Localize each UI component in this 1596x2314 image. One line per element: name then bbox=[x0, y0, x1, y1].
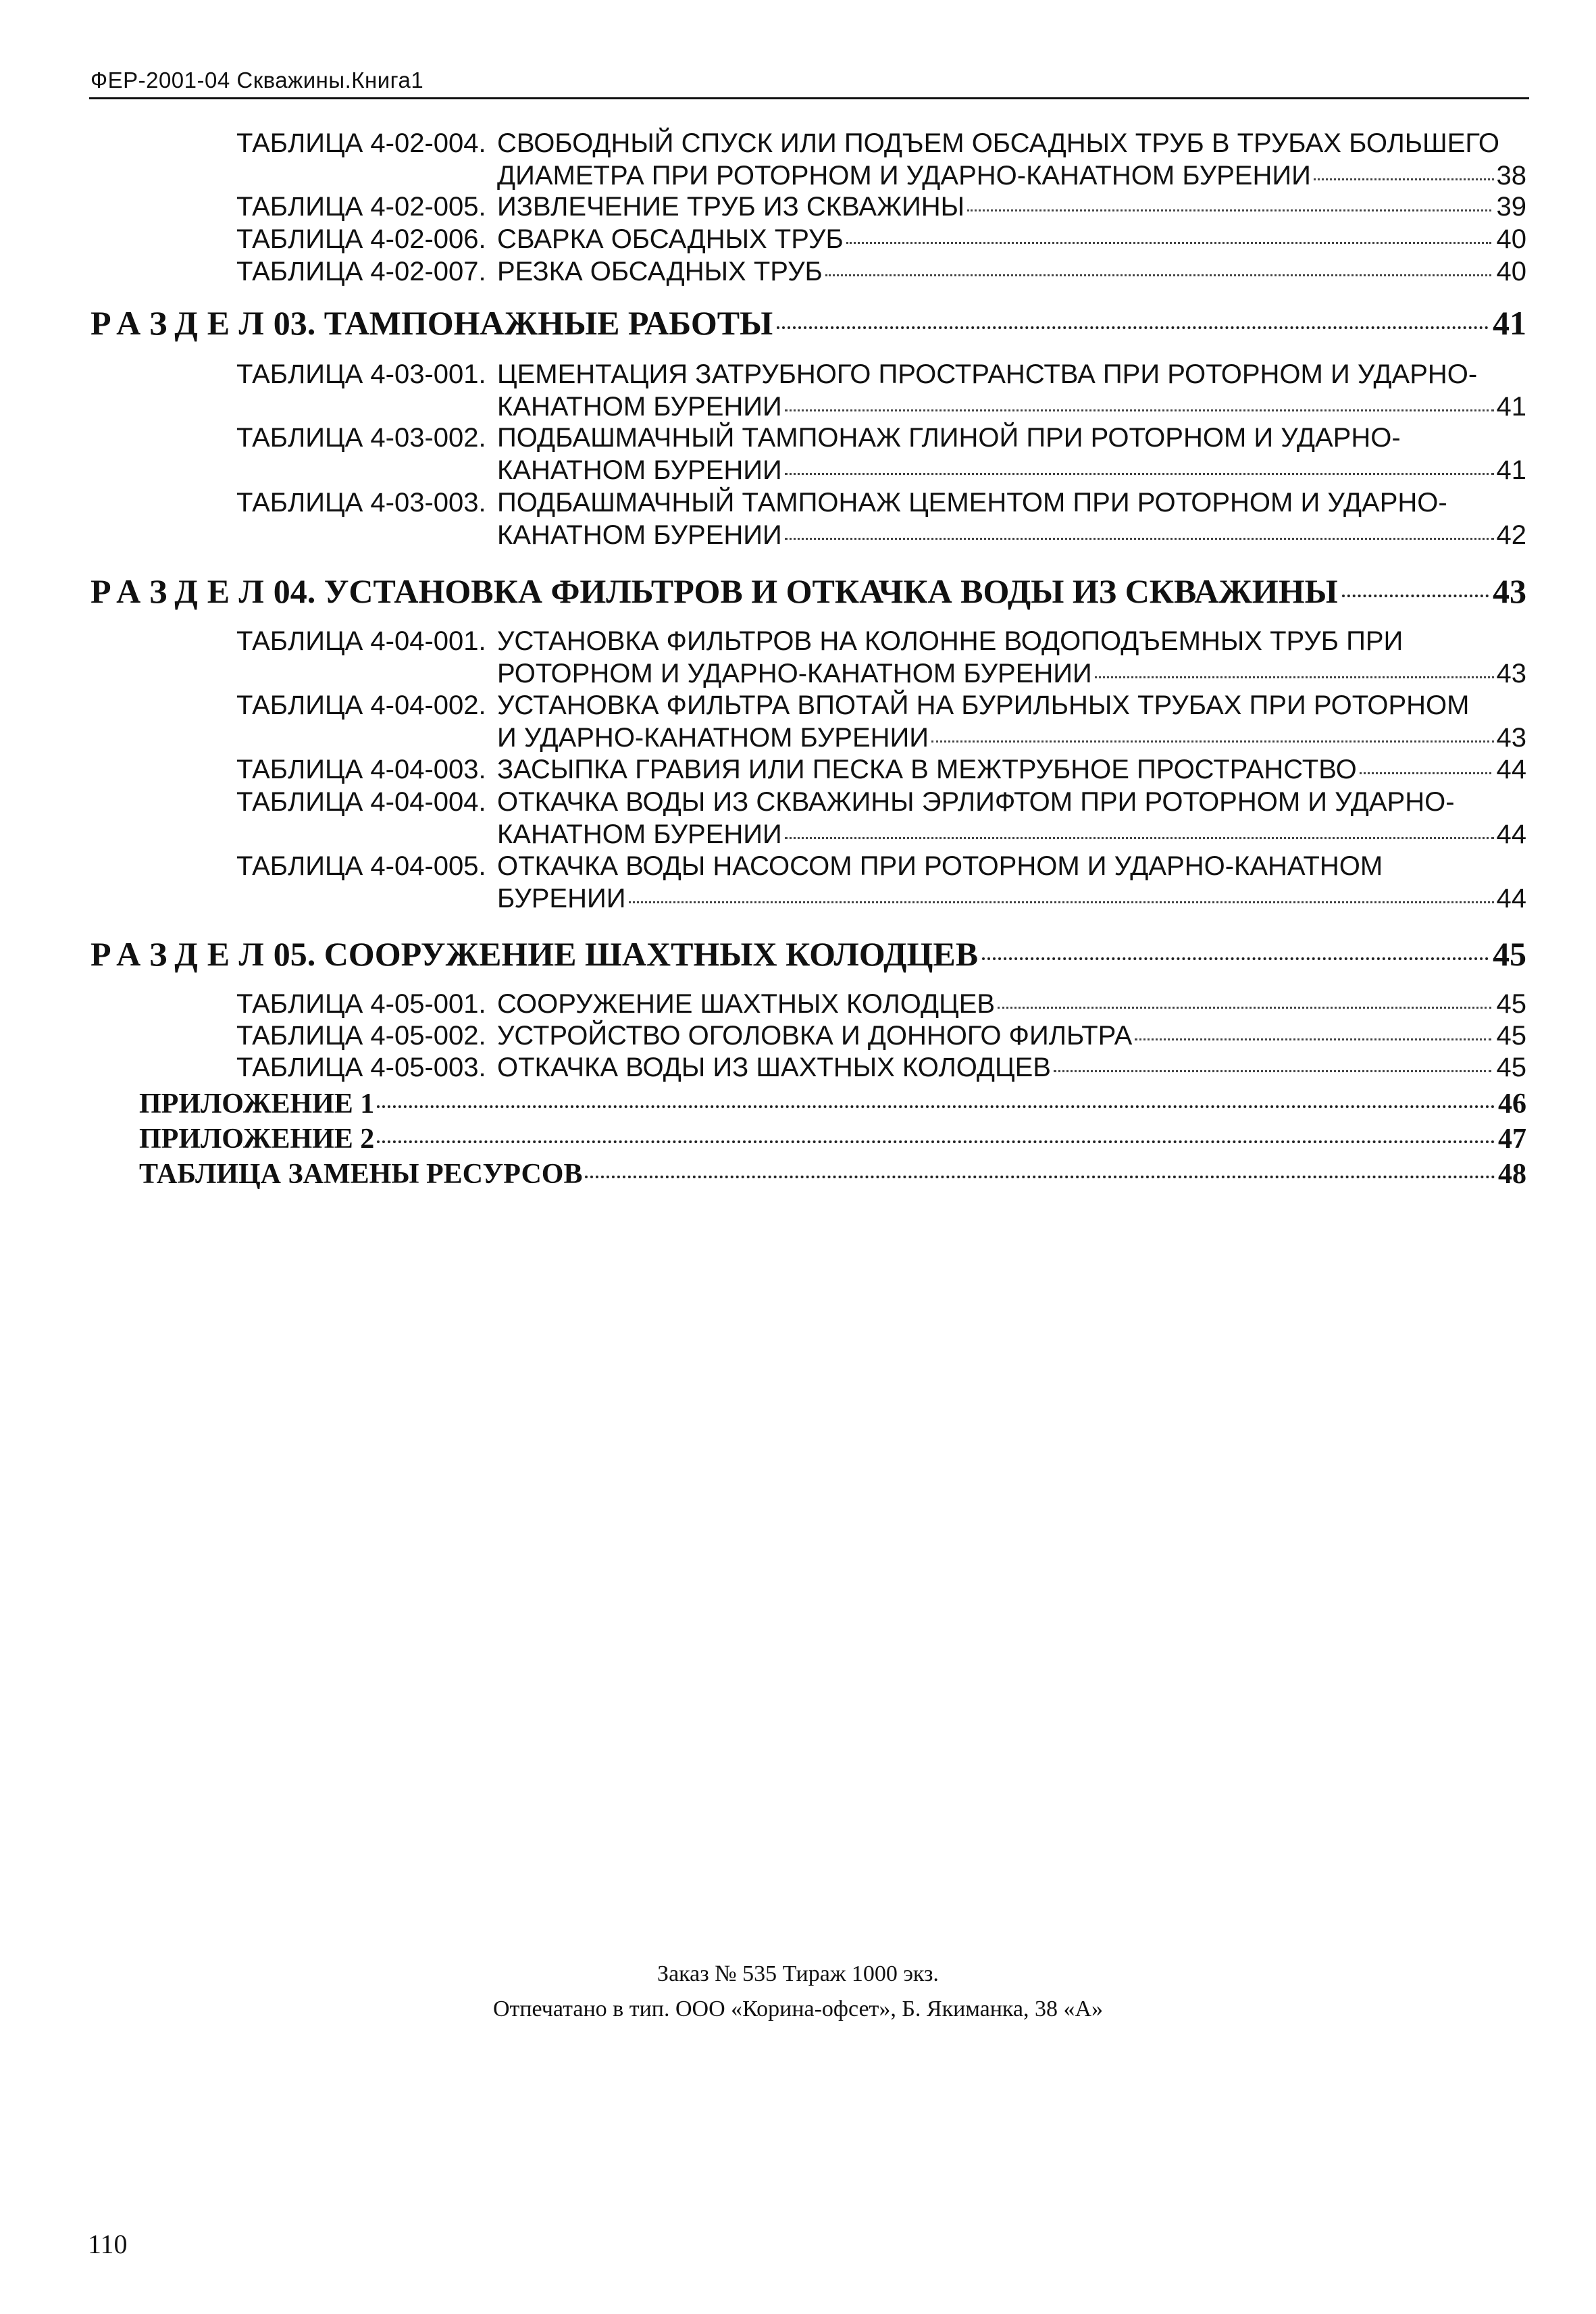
toc-entry-4-04-005[interactable] bbox=[236, 850, 1526, 882]
section-heading-04[interactable] bbox=[91, 571, 1526, 611]
toc-entry-title: СООРУЖЕНИЕ ШАХТНЫХ КОЛОДЦЕВ bbox=[497, 989, 996, 1019]
dot-leader bbox=[931, 740, 1493, 743]
section-page-number: 41 bbox=[1493, 304, 1526, 342]
toc-entry-4-04-003[interactable] bbox=[236, 753, 1526, 786]
toc-entry-code: ТАБЛИЦА 4-02-005. bbox=[236, 192, 486, 222]
toc-entry-code: ТАБЛИЦА 4-04-005. bbox=[236, 851, 486, 881]
dot-leader bbox=[377, 1105, 1495, 1108]
toc-entry-4-04-002-cont[interactable] bbox=[497, 722, 1526, 754]
appendix-1[interactable] bbox=[139, 1086, 1526, 1122]
toc-entry-4-02-004-cont[interactable] bbox=[497, 159, 1526, 192]
toc-entry-4-05-001[interactable] bbox=[236, 988, 1526, 1020]
toc-entry-title: УСТАНОВКА ФИЛЬТРА ВПОТАЙ НА БУРИЛЬНЫХ ТРУБАХ ПРИ РОТОРНОМ bbox=[497, 690, 1470, 720]
toc-entry-title: ДИАМЕТРА ПРИ РОТОРНОМ И УДАРНО-КАНАТНОМ БУРЕНИИ bbox=[497, 161, 1311, 191]
toc-entry-code: ТАБЛИЦА 4-02-006. bbox=[236, 224, 486, 254]
resource-replacement-table[interactable] bbox=[139, 1157, 1526, 1192]
section-title: 03. ТАМПОНАЖНЫЕ РАБОТЫ bbox=[273, 304, 773, 342]
appendix-title: ПРИЛОЖЕНИЕ 2 bbox=[139, 1124, 375, 1155]
appendix-page-number: 48 bbox=[1498, 1159, 1526, 1190]
dot-leader bbox=[1095, 676, 1494, 678]
dot-leader bbox=[846, 242, 1491, 244]
dot-leader bbox=[1135, 1038, 1491, 1040]
section-heading-03[interactable] bbox=[91, 303, 1526, 343]
toc-entry-title: БУРЕНИИ bbox=[497, 884, 626, 913]
dot-leader bbox=[1314, 178, 1494, 180]
toc-entry-title: ПОДБАШМАЧНЫЙ ТАМПОНАЖ ЦЕМЕНТОМ ПРИ РОТОРНОМ И УДАРНО- bbox=[497, 488, 1447, 518]
printing-house-line: Отпечатано в тип. ООО «Корина-офсет», Б. Якиманка, 38 «А» bbox=[492, 1996, 1104, 2021]
toc-entry-4-04-004-cont[interactable] bbox=[497, 818, 1526, 851]
toc-page-number: 39 bbox=[1496, 192, 1526, 222]
print-order-line: Заказ № 535 Тираж 1000 экз. bbox=[657, 1961, 939, 1986]
toc-entry-title: ЦЕМЕНТАЦИЯ ЗАТРУБНОГО ПРОСТРАНСТВА ПРИ РОТОРНОМ И УДАРНО- bbox=[497, 359, 1478, 389]
toc-entry-code: ТАБЛИЦА 4-03-002. bbox=[236, 423, 486, 453]
toc-entry-4-05-003[interactable] bbox=[236, 1051, 1526, 1084]
toc-page-number: 45 bbox=[1496, 989, 1526, 1019]
toc-entry-4-02-006[interactable] bbox=[236, 223, 1526, 255]
appendix-2[interactable] bbox=[139, 1122, 1526, 1157]
dot-leader bbox=[785, 538, 1494, 540]
toc-entry-code: ТАБЛИЦА 4-05-003. bbox=[236, 1053, 486, 1082]
toc-entry-title: ПОДБАШМАЧНЫЙ ТАМПОНАЖ ГЛИНОЙ ПРИ РОТОРНОМ И УДАРНО- bbox=[497, 423, 1401, 453]
toc-entry-4-02-005[interactable] bbox=[236, 191, 1526, 223]
section-label: РАЗДЕЛ bbox=[91, 304, 274, 342]
section-heading-05[interactable] bbox=[91, 934, 1526, 974]
toc-entry-title: И УДАРНО-КАНАТНОМ БУРЕНИИ bbox=[497, 723, 929, 753]
toc-entry-4-04-001[interactable] bbox=[236, 625, 1526, 657]
toc-page-number: 40 bbox=[1496, 257, 1526, 286]
dot-leader bbox=[982, 957, 1489, 960]
dot-leader bbox=[777, 326, 1489, 329]
toc-entry-code: ТАБЛИЦА 4-05-001. bbox=[236, 989, 486, 1019]
toc-entry-title: ОТКАЧКА ВОДЫ ИЗ СКВАЖИНЫ ЭРЛИФТОМ ПРИ РОТОРНОМ И УДАРНО- bbox=[497, 787, 1455, 817]
toc-entry-title: УСТАНОВКА ФИЛЬТРОВ НА КОЛОННЕ ВОДОПОДЪЕМНЫХ ТРУБ ПРИ bbox=[497, 626, 1404, 656]
toc-page-number: 40 bbox=[1496, 224, 1526, 254]
toc-entry-code: ТАБЛИЦА 4-04-001. bbox=[236, 626, 486, 656]
appendix-page-number: 46 bbox=[1498, 1088, 1526, 1120]
toc-entry-title: ОТКАЧКА ВОДЫ ИЗ ШАХТНЫХ КОЛОДЦЕВ bbox=[497, 1053, 1051, 1082]
toc-page-number: 41 bbox=[1496, 392, 1526, 422]
toc-entry-4-03-003-cont[interactable] bbox=[497, 519, 1526, 551]
toc-page-number: 43 bbox=[1496, 659, 1526, 688]
toc-entry-title: СВОБОДНЫЙ СПУСК ИЛИ ПОДЪЕМ ОБСАДНЫХ ТРУБ В ТРУБАХ БОЛЬШЕГО bbox=[497, 128, 1499, 158]
page-number: 110 bbox=[88, 2229, 128, 2259]
toc-page-number: 44 bbox=[1496, 884, 1526, 913]
toc-entry-code: ТАБЛИЦА 4-05-002. bbox=[236, 1021, 486, 1051]
toc-entry-4-02-007[interactable] bbox=[236, 255, 1526, 288]
toc-entry-4-02-004[interactable] bbox=[236, 127, 1526, 159]
section-title: 04. УСТАНОВКА ФИЛЬТРОВ И ОТКАЧКА ВОДЫ ИЗ СКВАЖИНЫ bbox=[273, 572, 1338, 610]
toc-entry-title: КАНАТНОМ БУРЕНИИ bbox=[497, 392, 782, 422]
toc-entry-4-03-002-cont[interactable] bbox=[497, 454, 1526, 486]
section-page-number: 43 bbox=[1493, 572, 1526, 610]
toc-entry-4-04-001-cont[interactable] bbox=[497, 657, 1526, 690]
toc-entry-4-03-001[interactable] bbox=[236, 358, 1526, 391]
dot-leader bbox=[1360, 772, 1491, 774]
dot-leader bbox=[377, 1140, 1495, 1143]
toc-entry-4-03-003[interactable] bbox=[236, 486, 1526, 519]
toc-page-number: 44 bbox=[1496, 755, 1526, 784]
appendix-title: ТАБЛИЦА ЗАМЕНЫ РЕСУРСОВ bbox=[139, 1159, 583, 1190]
header-rule bbox=[89, 97, 1529, 99]
toc-entry-title: СВАРКА ОБСАДНЫХ ТРУБ bbox=[497, 224, 844, 254]
toc-entry-4-04-004[interactable] bbox=[236, 786, 1526, 818]
toc-entry-title: РОТОРНОМ И УДАРНО-КАНАТНОМ БУРЕНИИ bbox=[497, 659, 1092, 688]
toc-entry-title: КАНАТНОМ БУРЕНИИ bbox=[497, 820, 782, 849]
dot-leader bbox=[785, 837, 1494, 839]
toc-entry-4-04-005-cont[interactable] bbox=[497, 882, 1526, 915]
dot-leader bbox=[825, 274, 1491, 276]
dot-leader bbox=[785, 409, 1494, 411]
toc-entry-code: ТАБЛИЦА 4-04-002. bbox=[236, 690, 486, 720]
toc-entry-code: ТАБЛИЦА 4-03-001. bbox=[236, 359, 486, 389]
toc-entry-title: КАНАТНОМ БУРЕНИИ bbox=[497, 520, 782, 550]
dot-leader bbox=[1054, 1070, 1491, 1072]
toc-entry-code: ТАБЛИЦА 4-02-004. bbox=[236, 128, 486, 158]
toc-entry-code: ТАБЛИЦА 4-04-004. bbox=[236, 787, 486, 817]
toc-page-number: 42 bbox=[1496, 520, 1526, 550]
toc-entry-4-03-002[interactable] bbox=[236, 422, 1526, 454]
toc-entry-code: ТАБЛИЦА 4-02-007. bbox=[236, 257, 486, 286]
dot-leader bbox=[785, 473, 1494, 475]
toc-entry-code: ТАБЛИЦА 4-03-003. bbox=[236, 488, 486, 518]
toc-page-number: 43 bbox=[1496, 723, 1526, 753]
section-label: РАЗДЕЛ bbox=[91, 935, 274, 973]
appendix-page-number: 47 bbox=[1498, 1124, 1526, 1155]
appendix-title: ПРИЛОЖЕНИЕ 1 bbox=[139, 1088, 375, 1120]
toc-page-number: 45 bbox=[1496, 1021, 1526, 1051]
dot-leader bbox=[1342, 595, 1489, 597]
toc-entry-4-03-001-cont[interactable] bbox=[497, 391, 1526, 423]
section-label: РАЗДЕЛ bbox=[91, 572, 274, 610]
toc-entry-title: КАНАТНОМ БУРЕНИИ bbox=[497, 455, 782, 485]
toc-entry-4-05-002[interactable] bbox=[236, 1020, 1526, 1052]
running-header-title: ФЕР-2001-04 Скважины.Книга1 bbox=[91, 68, 424, 93]
toc-entry-title: ОТКАЧКА ВОДЫ НАСОСОМ ПРИ РОТОРНОМ И УДАРНО-КАНАТНОМ bbox=[497, 851, 1383, 881]
section-page-number: 45 bbox=[1493, 935, 1526, 973]
section-title: 05. СООРУЖЕНИЕ ШАХТНЫХ КОЛОДЦЕВ bbox=[273, 935, 979, 973]
dot-leader bbox=[998, 1007, 1491, 1009]
toc-page-number: 38 bbox=[1496, 161, 1526, 191]
toc-page-number: 44 bbox=[1496, 820, 1526, 849]
toc-entry-title: РЕЗКА ОБСАДНЫХ ТРУБ bbox=[497, 257, 823, 286]
toc-entry-title: ЗАСЫПКА ГРАВИЯ ИЛИ ПЕСКА В МЕЖТРУБНОЕ ПРОСТРАНСТВО bbox=[497, 755, 1357, 784]
toc-entry-title: УСТРОЙСТВО ОГОЛОВКА И ДОННОГО ФИЛЬТРА bbox=[497, 1021, 1133, 1051]
toc-page-number: 45 bbox=[1496, 1053, 1526, 1082]
dot-leader bbox=[967, 209, 1491, 211]
toc-entry-code: ТАБЛИЦА 4-04-003. bbox=[236, 755, 486, 784]
toc-page-number: 41 bbox=[1496, 455, 1526, 485]
toc-entry-4-04-002[interactable] bbox=[236, 689, 1526, 722]
toc-entry-title: ИЗВЛЕЧЕНИЕ ТРУБ ИЗ СКВАЖИНЫ bbox=[497, 192, 965, 222]
dot-leader bbox=[629, 901, 1494, 903]
dot-leader bbox=[585, 1176, 1495, 1178]
